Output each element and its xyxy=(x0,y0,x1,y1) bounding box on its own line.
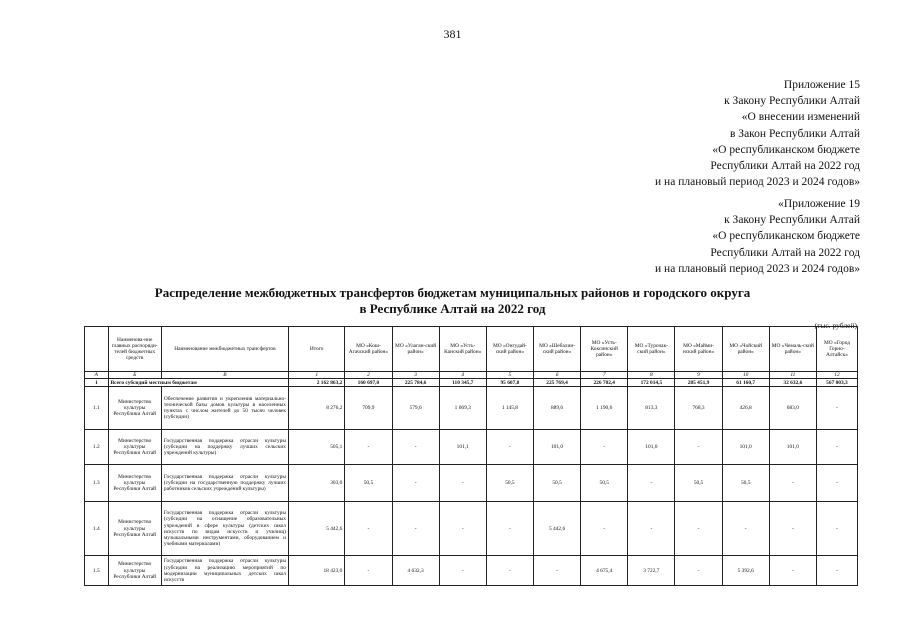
grbs-cell: Министерство культуры Республики Алтай xyxy=(108,502,161,556)
value-cell: 4 675,4 xyxy=(581,556,628,586)
total-value: 285 451,9 xyxy=(675,379,722,387)
column-number: 4 xyxy=(439,372,486,379)
value-cell: 426,8 xyxy=(722,387,769,430)
column-number: 6 xyxy=(533,372,580,379)
total-value: 226 702,4 xyxy=(581,379,628,387)
value-cell: - xyxy=(581,502,628,556)
table-header-row xyxy=(85,327,858,372)
column-header: МО «Усть-Канский район» xyxy=(439,327,486,372)
column-number: Б xyxy=(108,372,161,379)
total-value: 110 345,7 xyxy=(439,379,486,387)
document-title xyxy=(0,285,905,317)
appendix-15-line: и на плановый период 2023 и 2024 годов» xyxy=(655,176,860,189)
value-cell: - xyxy=(345,556,392,586)
grbs-cell: Министерство культуры Республики Алтай xyxy=(108,465,161,502)
total-value: 95 607,8 xyxy=(486,379,533,387)
value-cell: - xyxy=(392,430,439,465)
appendix-15-line: к Закону Республики Алтай xyxy=(724,95,860,108)
column-number: 10 xyxy=(722,372,769,379)
table-row xyxy=(85,430,858,465)
value-cell: 813,3 xyxy=(628,387,675,430)
appendix-19-line: «О республиканском бюджете xyxy=(712,230,860,243)
value-cell: 50,5 xyxy=(345,465,392,502)
value-cell: 768,3 xyxy=(675,387,722,430)
total-value: 567 003,3 xyxy=(816,379,857,387)
row-number: 1.1 xyxy=(85,387,109,430)
total-value: 225 784,6 xyxy=(392,379,439,387)
value-cell: - xyxy=(675,502,722,556)
value-cell: 101,0 xyxy=(628,430,675,465)
value-cell: - xyxy=(675,430,722,465)
value-cell: - xyxy=(675,556,722,586)
value-cell: 50,5 xyxy=(486,465,533,502)
value-cell: - xyxy=(816,556,857,586)
value-cell: - xyxy=(581,430,628,465)
value-cell: 18 423,0 xyxy=(288,556,344,586)
column-number: 9 xyxy=(675,372,722,379)
value-cell: - xyxy=(769,465,816,502)
column-header: Наименова-ние главных распоряди-телей бюджетных средств xyxy=(108,327,161,372)
total-value: 172 014,5 xyxy=(628,379,675,387)
value-cell: - xyxy=(345,430,392,465)
value-cell: 683,0 xyxy=(769,387,816,430)
value-cell: - xyxy=(439,502,486,556)
column-header: МО «Улаган-ский район» xyxy=(392,327,439,372)
value-cell: 8 276,2 xyxy=(288,387,344,430)
value-cell: - xyxy=(816,387,857,430)
transfer-name-cell: Государственная поддержка отрасли культуры (субсидии на поддержку лучших сельских учреждений культуры) xyxy=(161,430,288,465)
value-cell: 50,5 xyxy=(533,465,580,502)
value-cell: - xyxy=(816,430,857,465)
value-cell: - xyxy=(486,502,533,556)
appendix-15-line: Приложение 15 xyxy=(783,79,860,91)
value-cell: 303,0 xyxy=(288,465,344,502)
value-cell: 889,6 xyxy=(533,387,580,430)
appendix-19-line: к Закону Республики Алтай xyxy=(724,214,860,227)
value-cell: - xyxy=(486,556,533,586)
row-number: 1.3 xyxy=(85,465,109,502)
value-cell: 709,9 xyxy=(345,387,392,430)
appendix-15-line: «О республиканском бюджете xyxy=(712,143,860,156)
total-value: 225 769,4 xyxy=(533,379,580,387)
column-number: В xyxy=(161,372,288,379)
title-line-1: Распределение межбюджетных трансфертов бюджетам муниципальных районов и городского округа xyxy=(154,285,751,300)
data-rows xyxy=(85,387,858,586)
appendix-15-line: в Закон Республики Алтай xyxy=(730,127,860,140)
column-header: МО «Онгудай-ский район» xyxy=(486,327,533,372)
value-cell: - xyxy=(392,465,439,502)
total-value: 32 632,6 xyxy=(769,379,816,387)
column-header: МО «Усть-Коксинский район» xyxy=(581,327,628,372)
total-row xyxy=(85,379,858,387)
value-cell: - xyxy=(439,465,486,502)
grbs-cell: Министерство культуры Республики Алтай xyxy=(108,556,161,586)
column-header xyxy=(85,327,109,372)
value-cell: 5 442,6 xyxy=(288,502,344,556)
value-cell: 1 069,3 xyxy=(439,387,486,430)
value-cell: - xyxy=(392,502,439,556)
column-header: МО «Чемаль-ский район» xyxy=(769,327,816,372)
row-number: 1.4 xyxy=(85,502,109,556)
value-cell: - xyxy=(439,556,486,586)
value-cell: - xyxy=(769,556,816,586)
transfer-name-cell: Государственная поддержка отрасли культуры (субсидии на оснащение образовательных учреждений в сфере культуры (детских школ искусств по видам искусств и училищ) музыкальными инструментами, оборудованием и учебными материалами) xyxy=(161,502,288,556)
value-cell: 101,1 xyxy=(439,430,486,465)
column-header: МО «Турочак-ский район» xyxy=(628,327,675,372)
column-number: 1 xyxy=(288,372,344,379)
value-cell: 50,5 xyxy=(675,465,722,502)
appendix-19-line: и на плановый период 2023 и 2024 годов» xyxy=(655,262,860,275)
row-number: 1.2 xyxy=(85,430,109,465)
value-cell: 1 190,6 xyxy=(581,387,628,430)
appendix-19-block xyxy=(655,196,860,277)
row-number: 1 xyxy=(85,379,109,387)
column-header: Итого xyxy=(288,327,344,372)
column-header: МО «Шебалин-ский район» xyxy=(533,327,580,372)
value-cell: - xyxy=(816,502,857,556)
value-cell: 101,0 xyxy=(769,430,816,465)
transfer-name-cell: Государственная поддержка отрасли культуры (субсидии на реализацию мероприятий по модернизации муниципальных детских школ искусств xyxy=(161,556,288,586)
total-value: 61 160,7 xyxy=(722,379,769,387)
value-cell: - xyxy=(769,502,816,556)
column-number: 11 xyxy=(769,372,816,379)
table-row xyxy=(85,502,858,556)
value-cell: 4 632,3 xyxy=(392,556,439,586)
value-cell: - xyxy=(486,430,533,465)
value-cell: 50,5 xyxy=(722,465,769,502)
value-cell: - xyxy=(628,465,675,502)
column-number: А xyxy=(85,372,109,379)
value-cell: 3 722,7 xyxy=(628,556,675,586)
column-header: МО «Майми-нский район» xyxy=(675,327,722,372)
table-row xyxy=(85,556,858,586)
grbs-cell: Министерство культуры Республики Алтай xyxy=(108,430,161,465)
transfer-name-cell: Обеспечение развития и укрепления материально-технической базы домов культуры в населенных пунктах с числом жителей до 50 тысяч человек (субсидии) xyxy=(161,387,288,430)
column-header: Наименование межбюджетных трансфертов xyxy=(161,327,288,372)
column-number: 2 xyxy=(345,372,392,379)
table-row xyxy=(85,465,858,502)
column-header: МО «Чойский район» xyxy=(722,327,769,372)
value-cell: - xyxy=(628,502,675,556)
total-value: 160 697,0 xyxy=(345,379,392,387)
units-label: (тыс. рублей) xyxy=(814,321,857,330)
total-value: 2 162 863,2 xyxy=(288,379,344,387)
transfers-table xyxy=(84,326,858,586)
title-line-2: в Республике Алтай на 2022 год xyxy=(359,301,546,316)
column-number: 8 xyxy=(628,372,675,379)
column-header: МО «Город Горно-Алтайск» xyxy=(816,327,857,372)
column-header: МО «Кош-Агачский район» xyxy=(345,327,392,372)
appendix-19-line: «Приложение 19 xyxy=(778,198,860,210)
value-cell: 101,0 xyxy=(722,430,769,465)
value-cell: 1 145,8 xyxy=(486,387,533,430)
appendix-15-line: «О внесении изменений xyxy=(741,111,860,124)
value-cell: 505,1 xyxy=(288,430,344,465)
appendix-15-line: Республики Алтай на 2022 год xyxy=(710,160,860,173)
value-cell: - xyxy=(533,556,580,586)
value-cell: 101,0 xyxy=(533,430,580,465)
page-number: 381 xyxy=(443,27,462,41)
appendix-19-line: Республики Алтай на 2022 год xyxy=(710,246,860,259)
value-cell: - xyxy=(816,465,857,502)
column-number: 3 xyxy=(392,372,439,379)
appendix-15-block xyxy=(655,77,860,190)
total-label: Всего субсидий местным бюджетам xyxy=(108,379,288,387)
value-cell: 5 442,6 xyxy=(533,502,580,556)
value-cell: - xyxy=(722,502,769,556)
grbs-cell: Министерство культуры Республики Алтай xyxy=(108,387,161,430)
table-row xyxy=(85,387,858,430)
transfer-name-cell: Государственная поддержка отрасли культуры (субсидии на государственную поддержку лучших работников сельских учреждений культуры) xyxy=(161,465,288,502)
column-number-row xyxy=(85,372,858,379)
value-cell: 5 392,6 xyxy=(722,556,769,586)
column-number: 5 xyxy=(486,372,533,379)
value-cell: 579,6 xyxy=(392,387,439,430)
row-number: 1.5 xyxy=(85,556,109,586)
value-cell: - xyxy=(345,502,392,556)
column-number: 12 xyxy=(816,372,857,379)
value-cell: 50,5 xyxy=(581,465,628,502)
column-number: 7 xyxy=(581,372,628,379)
